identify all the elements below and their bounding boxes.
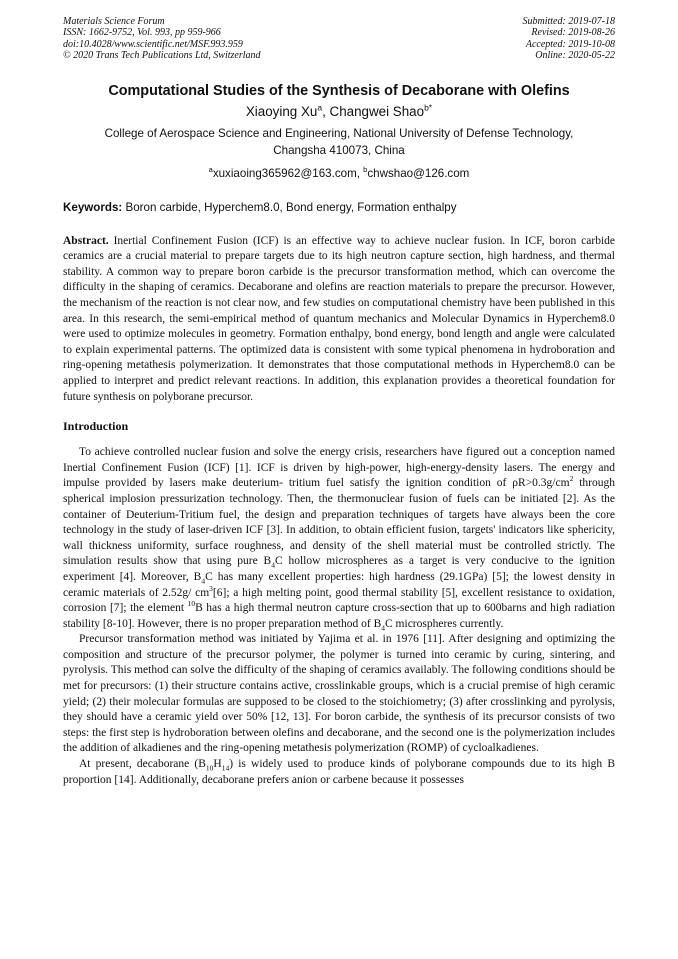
journal-doi: doi:10.4028/www.scientific.net/MSF.993.959 (63, 38, 243, 50)
email-mark: a (208, 164, 213, 174)
section-heading: Introduction (63, 419, 129, 434)
author-affil-mark: b* (424, 102, 433, 113)
subscript: 4 (381, 622, 386, 632)
subscript: 14 (221, 763, 230, 773)
text-run: C has many excellent properties: high hardness (29.1GPa) [5]; the lowest density in ceramic materials of 2.52g/ cm (63, 570, 615, 599)
author-emails (63, 164, 615, 180)
keywords-text: Boron carbide, Hyperchem8.0, Bond energy, Formation enthalpy (122, 200, 457, 214)
abstract-text: Inertial Confinement Fusion (ICF) is an effective way to achieve nuclear fusion. In ICF, boron carbide ceramics are a crucial material to prepare targets due to its high neutron capture section, high hardness, and thermal stability. A common way to prepare boron carbide is the precursor transformation method, which can overcome the difficulty in the shaping of ceramics. Decaborane and olefins are reaction materials to prepare the precursor. However, the mechanism of the reaction is not clear now, and few studies on computational chemistry have been published in this area. In this research, the semi-empirical method of quantum mechanics and Molecular Dynamics in Hyperchem8.0 were used to optimize molecules in geometry. Formation enthalpy, bond energy, bond length and angle were calculated to explain experimental patterns. The optimized data is consistent with some typical phenomena in hydroboration and ring-opening metathesis polymerization. It demonstrates that those computational methods in Hyperchem8.0 can be applied to interpret and predict relevant reactions. In addition, this explanation provides a theoretical foundation for future synthesis on polyborane precursor. (63, 234, 615, 403)
email-link[interactable]: chwshao@126.com (367, 166, 470, 180)
subscript: 4 (201, 576, 206, 586)
text-run: through spherical implosion pressurization technology. Then, the thermonuclear fusion of fuels can be initiated [2]. As the container of Deuterium-Tritium fuel, the design and preparation techniques of targets have always been the core technology in the study of laser-driven ICF [3]. In addition, to obtain efficient fusion, targets' indicators like sphericity, wall thickness uniformity, surface roughness, and density of the shell material must be controlled strictly. The simulation results show that using pure B (63, 477, 616, 568)
author-list (63, 104, 615, 119)
date-online: Online: 2020-05-22 (535, 50, 615, 62)
subscript: 4 (271, 560, 275, 570)
text-run: To achieve controlled nuclear fusion and solve the energy crisis, researchers have figured out a conception named Inertial Confinement Fusion (ICF) [1]. ICF is driven by high-power, high-energy-density lasers. The energy and impulse provided by lasers make deuterium- tritium fuel satisfy the ignition condition of ρR>0.3g/cm (63, 446, 615, 490)
affiliation-line: Changsha 410073, China (273, 143, 405, 157)
paragraph (63, 445, 615, 632)
text-run: [6]; a high melting point, good thermal stability [5], excellent resistance to oxidation, corrosion [7]; the element (63, 586, 616, 615)
text-run: H (213, 758, 222, 771)
date-accepted: Accepted: 2019-10-08 (525, 38, 615, 50)
author-name: Changwei Shao (329, 103, 425, 119)
email-link[interactable]: xuxiaoing365962@163.com, (212, 166, 364, 180)
date-submitted: Submitted: 2019-07-18 (522, 16, 615, 27)
publication-dates (523, 16, 616, 62)
text-run: ) is widely used to produce kinds of polyborane compounds due to its high B proportion [14]. Additionally, decaborane prefers anion or carbene because it possesses (63, 758, 616, 786)
journal-issn: ISSN: 1662-9752, Vol. 993, pp 959-966 (63, 27, 221, 39)
text-run: C microspheres currently. (385, 617, 504, 630)
journal-name: Materials Science Forum (63, 16, 165, 27)
author-separator: , (322, 103, 330, 119)
introduction-body (63, 445, 615, 788)
superscript: 2 (569, 474, 574, 484)
text-run: At present, decaborane (B (79, 758, 206, 771)
superscript: 3 (209, 583, 213, 593)
affiliation (63, 125, 615, 159)
paragraph: Precursor transformation method was initiated by Yajima et al. in 1976 [11]. After designing and optimizing the composition and structure of the precursor polymer, the polymer is turned into ceramic by curing, sintering, and pyrolysis. This method can solve the difficulty of the shaping of ceramics availably. The following conditions should be met for precursors: (1) their structure contains active, crosslinkable groups, which is a crucial premise of high ceramic yield; (2) their molecular formulas are supposed to be closed to the stoichiometry; (3) after crosslinking and pyrolysis, they should have a ceramic yield over 50% [12, 13]. For boron carbide, the synthesis of its precursor consists of two steps: the first step is hydroboration between olefins and decaborane, and the second one is the polymerization includes the addition of alkadienes and the ring-opening metathesis polymerization (ROMP) of cycloalkadienes. (63, 633, 615, 755)
author-affil-mark: a (317, 102, 323, 113)
affiliation-line: College of Aerospace Science and Engineering, National University of Defense Technology, (104, 126, 574, 140)
paragraph (63, 757, 615, 788)
text-run: C hollow microspheres as a target is very conducive to the ignition experiment [4]. Moreover, B (63, 555, 615, 583)
author-name: Xiaoying Xu (245, 103, 318, 119)
journal-info (63, 16, 261, 62)
journal-header (63, 16, 615, 62)
abstract (63, 234, 615, 406)
paper-title: Computational Studies of the Synthesis of Decaborane with Olefins (108, 82, 570, 99)
email-mark: b (363, 164, 368, 174)
keywords-label: Keywords: (63, 200, 123, 214)
journal-copyright: © 2020 Trans Tech Publications Ltd, Switzerland (63, 50, 261, 62)
abstract-label: Abstract. (63, 234, 109, 247)
superscript: 10 (187, 599, 196, 609)
text-run: B has a high thermal neutron capture cross-section that up to 600barns and high radiation stability [8-10]. However, there is no proper preparation method of B (63, 602, 615, 630)
keywords (63, 201, 615, 214)
subscript: 10 (205, 763, 214, 773)
date-revised: Revised: 2019-08-26 (531, 27, 615, 39)
